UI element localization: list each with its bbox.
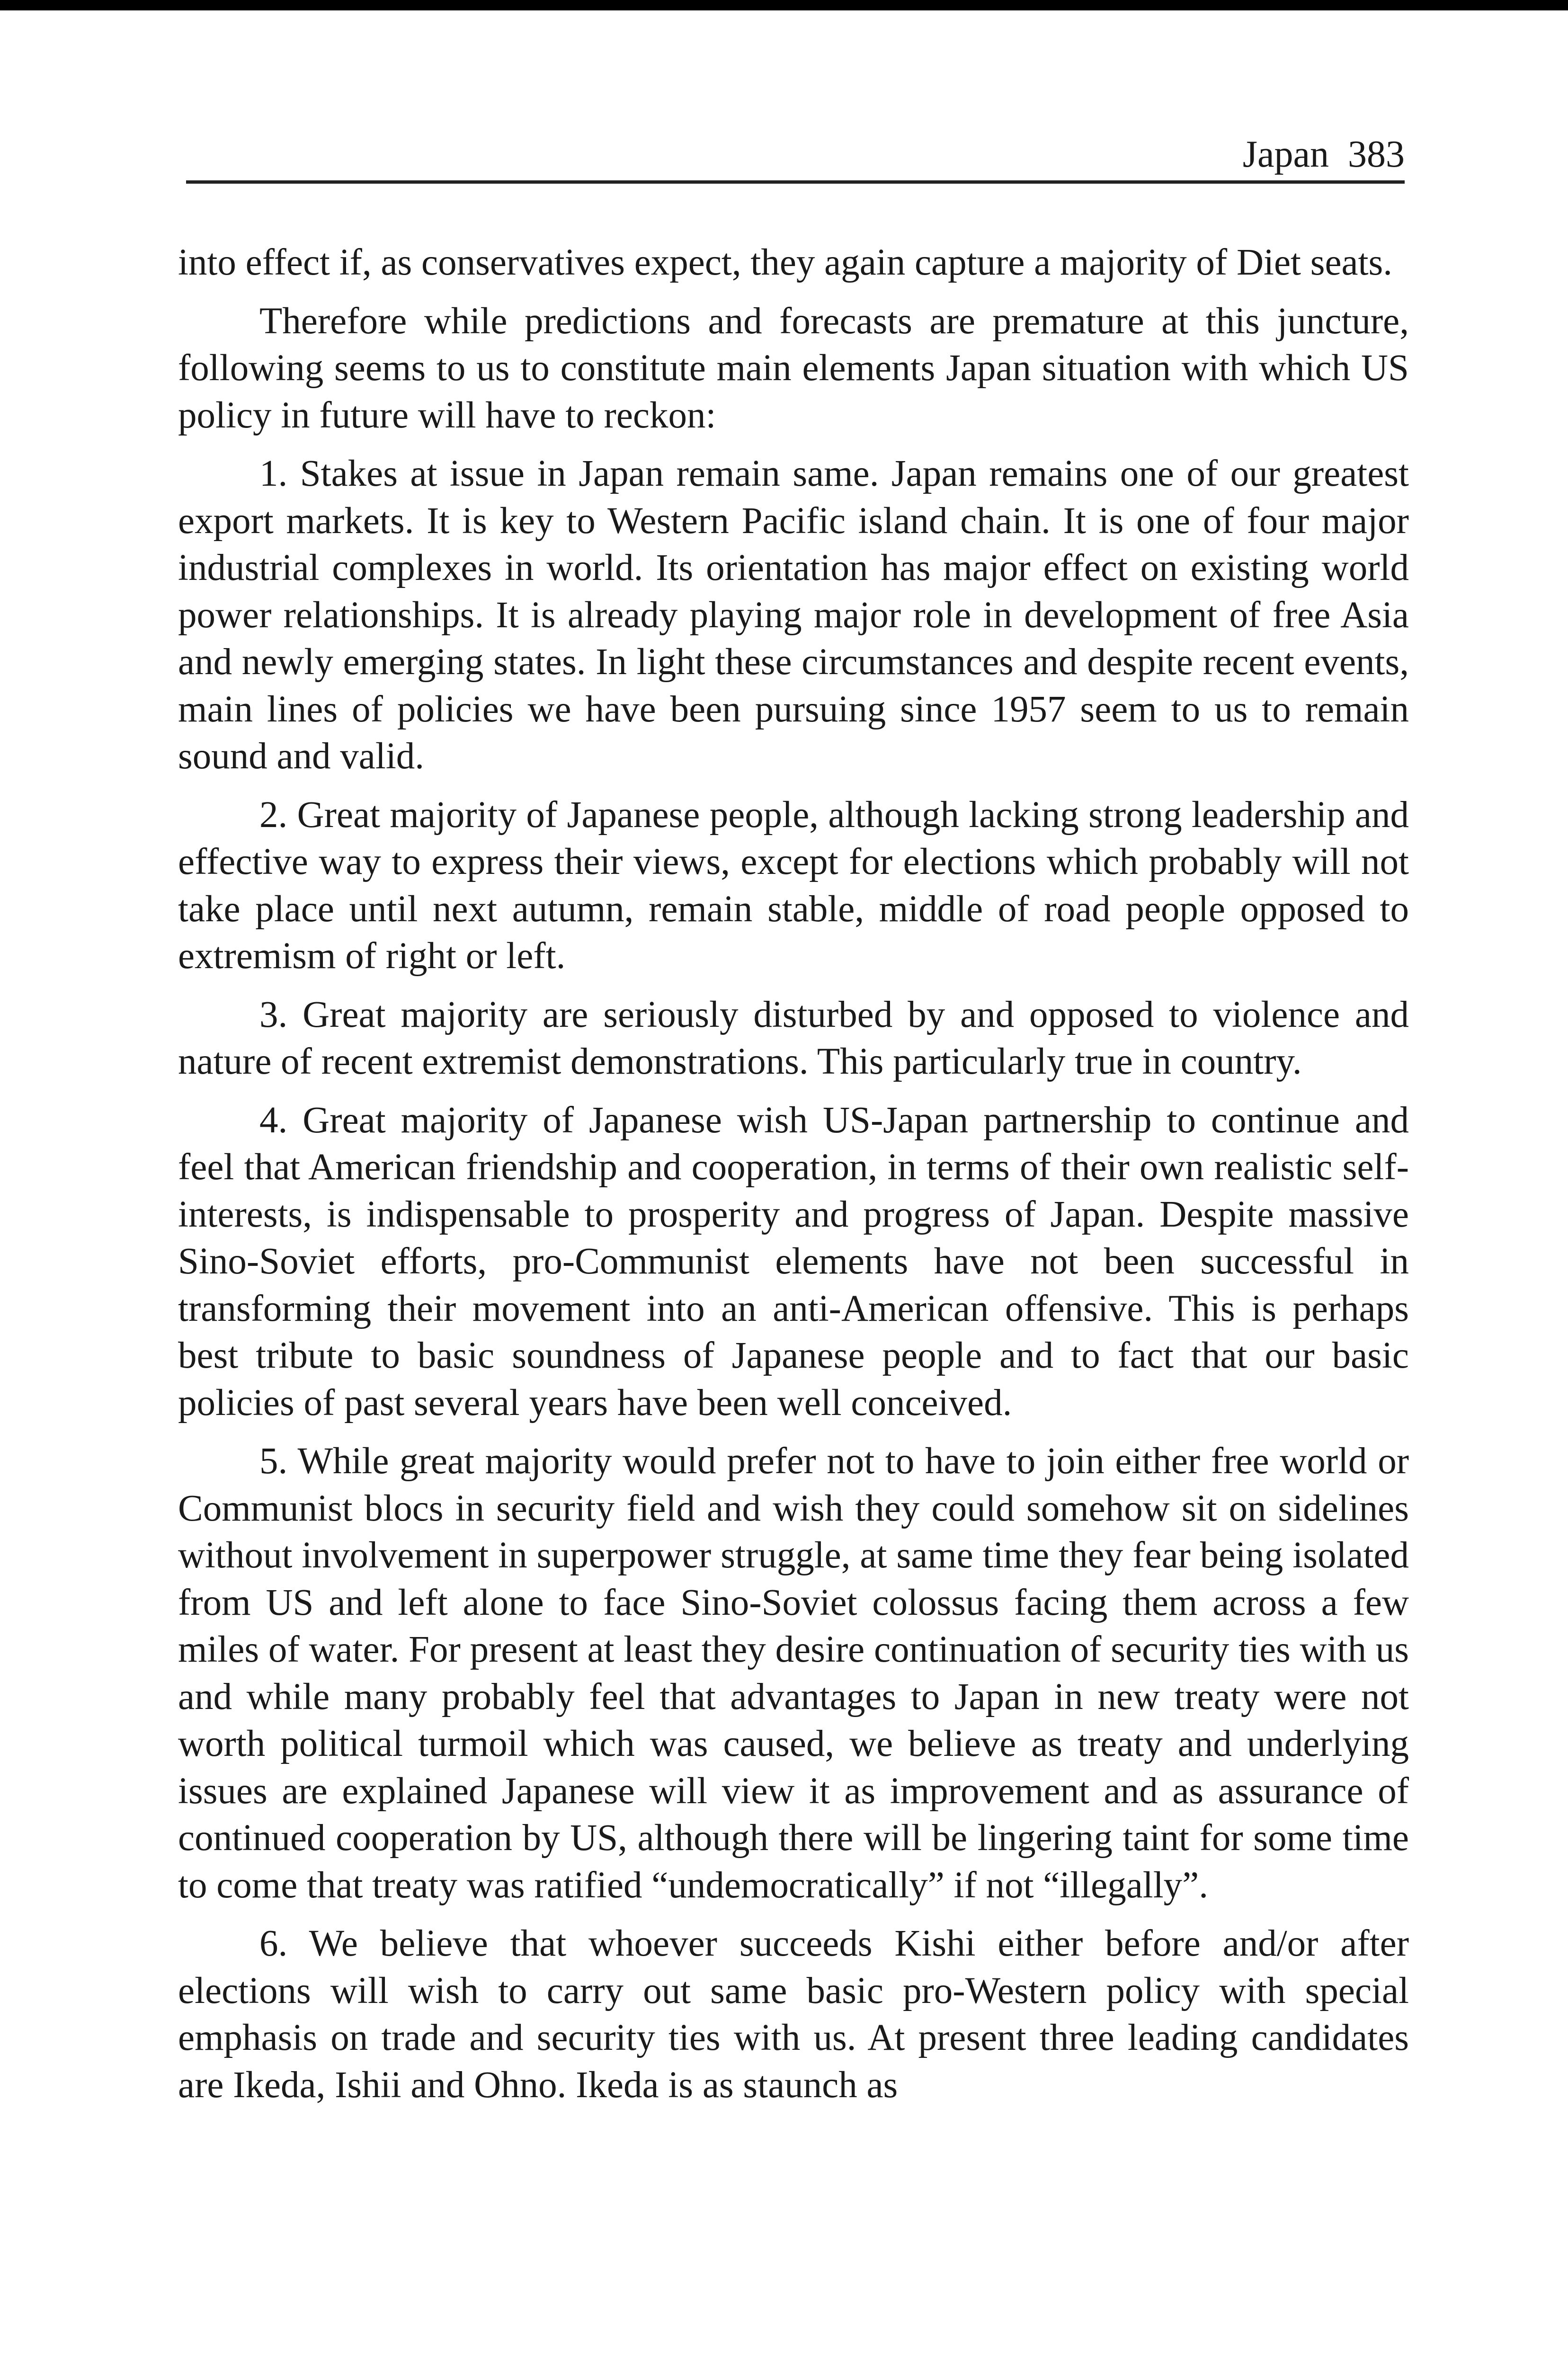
point-5-paragraph: 5. While great majority would prefer not to have to join either free world or Communist blocs in security field and wish they could somehow sit on sidelines without involvement in superpower struggle, at same time they fear being isolated from US and left alone to face Sino-Soviet colossus facing them across a few miles of water. For present at least they desire continuation of security ties with us and while many probably feel that advantages to Japan in new treaty were not worth political turmoil which was caused, we believe as treaty and underlying issues are explained Japanese will view it as improvement and as assurance of continued cooperation by US, although there will be lingering taint for some time to come that treaty was ratified “undemocratically” if not “illegally”. — [178, 1441, 1409, 1906]
point-2-paragraph: 2. Great majority of Japanese people, although lacking strong leadership and effective way to express their views, except for elections which probably will not take place until next autumn, remain stable, middle of road people opposed to extremism of right or left. — [178, 794, 1409, 977]
point-1-paragraph: 1. Stakes at issue in Japan remain same. Japan remains one of our greatest export markets. It is key to Western Pacific island chain. It is one of four major industrial complexes in world. Its orientation has major effect on existing world power relationships. It is already playing major role in development of free Asia and newly emerging states. In light these circumstances and despite recent events, main lines of policies we have been pursuing since 1957 seem to us to remain sound and valid. — [178, 453, 1409, 777]
intro-paragraph: Therefore while predictions and forecasts are premature at this juncture, following seems to us to constitute main elements Japan situation with which US policy in future will have to reckon: — [178, 300, 1409, 436]
running-header — [186, 127, 1405, 184]
page-number: 383 — [1348, 133, 1405, 175]
continuation-paragraph: into effect if, as conservatives expect, they again capture a majority of Diet seats. — [178, 242, 1393, 283]
point-6-paragraph: 6. We believe that whoever succeeds Kishi either before and/or after elections will wish to carry out same basic pro-Western policy with special emphasis on trade and security ties with us. At present three leading candidates are Ikeda, Ishii and Ohno. Ikeda is as staunch as — [178, 1923, 1409, 2106]
point-3-paragraph: 3. Great majority are seriously disturbed by and opposed to violence and nature of recent extremist demonstrations. This particularly true in country. — [178, 994, 1409, 1082]
point-4-paragraph: 4. Great majority of Japanese wish US-Japan partnership to continue and feel that American friendship and cooperation, in terms of their own realistic self-interests, is indispensable to prosperity and progress of Japan. Despite massive Sino-Soviet efforts, pro-Communist elements have not been successful in transforming their movement into an anti-American offensive. This is perhaps best tribute to basic soundness of Japanese people and to fact that our basic policies of past several years have been well conceived. — [178, 1099, 1409, 1424]
scan-edge-bar — [0, 0, 1568, 10]
running-title: Japan — [1242, 133, 1329, 175]
header-text — [1243, 131, 1405, 178]
page-body — [178, 239, 1409, 2109]
